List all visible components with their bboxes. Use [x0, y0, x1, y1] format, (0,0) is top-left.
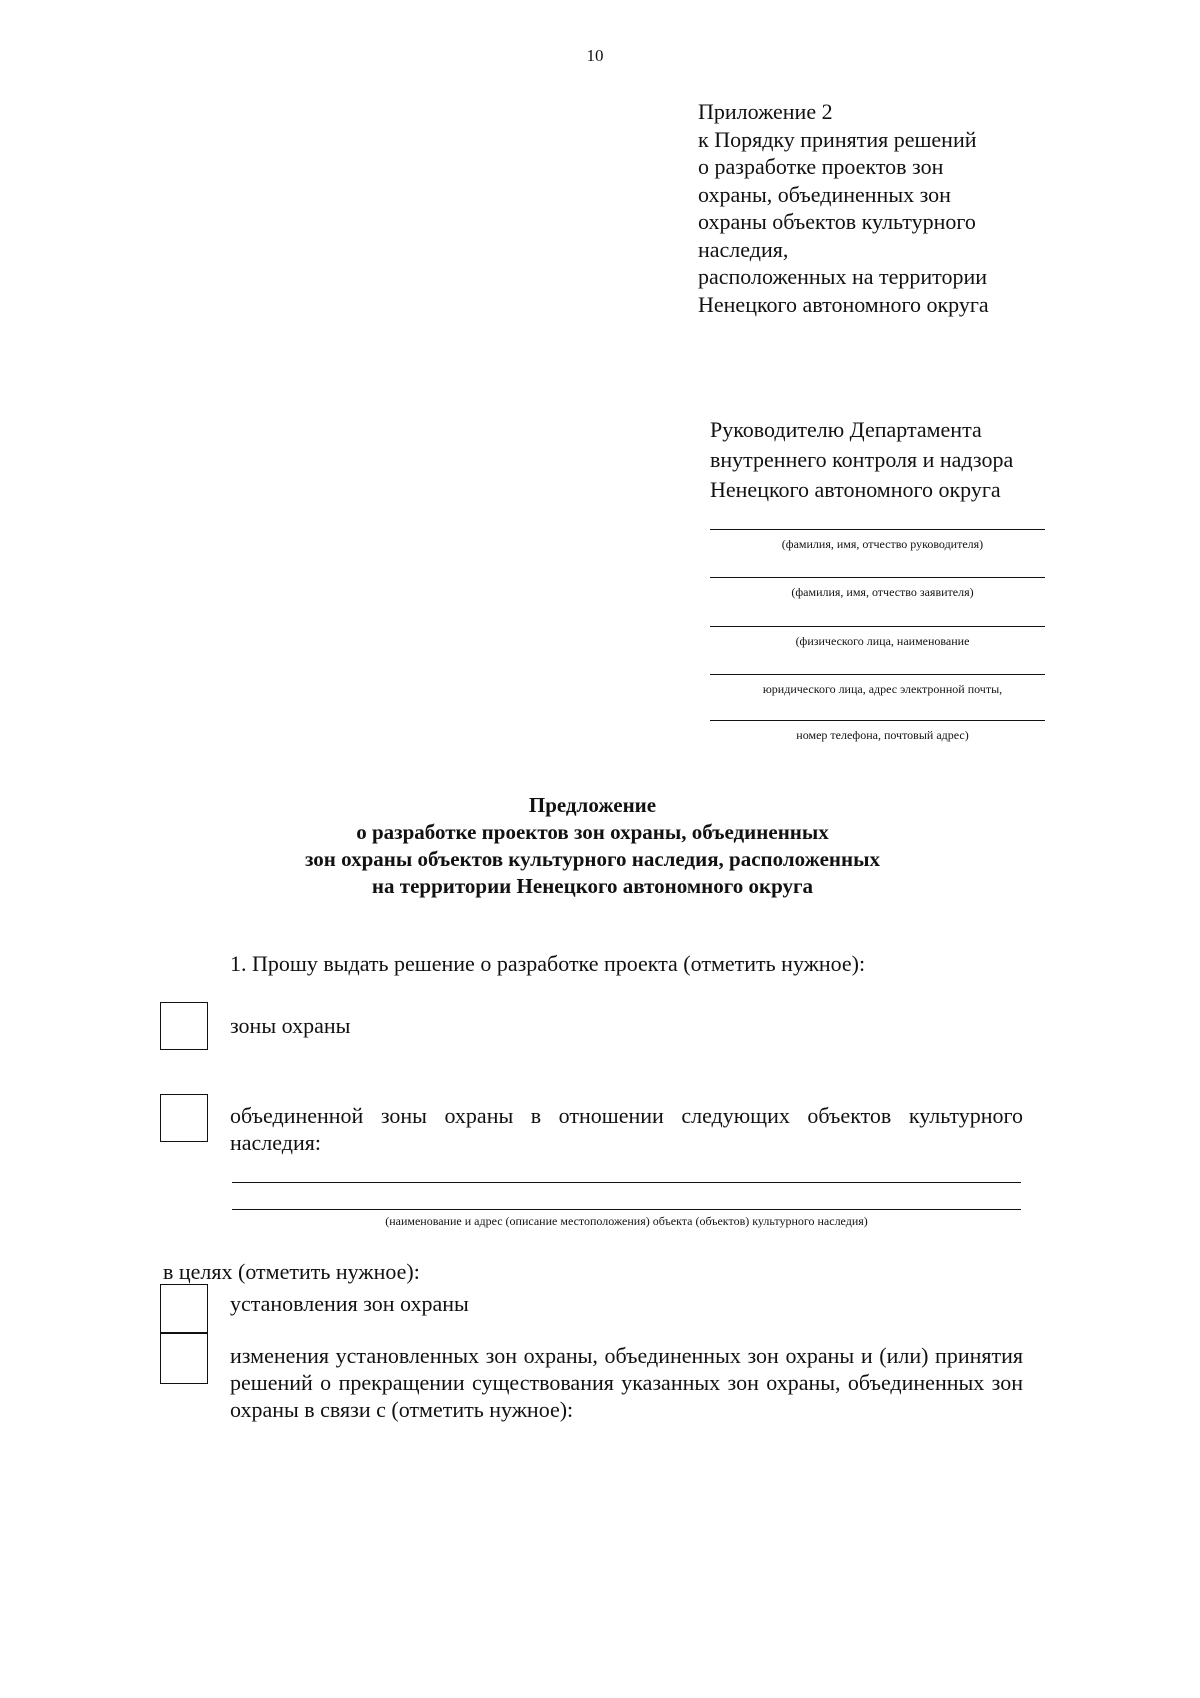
document-title [0, 792, 1185, 900]
checkbox-zone-protection[interactable] [160, 1002, 208, 1050]
appendix-header [698, 98, 989, 318]
head-name-caption: (фамилия, имя, отчество руководителя) [781, 537, 984, 551]
appendix-line: Приложение 2 [698, 99, 833, 124]
appendix-line: охраны объектов культурного [698, 209, 976, 234]
applicant-contacts-caption: юридического лица, адрес электронной почты, [762, 682, 1003, 696]
addressee-block [710, 415, 1013, 505]
addressee-line: внутреннего контроля и надзора [710, 447, 1014, 472]
applicant-contacts-field[interactable] [710, 674, 1045, 675]
appendix-line: расположенных на территории [698, 264, 988, 289]
purpose-heading: в целях (отметить нужное): [163, 1259, 420, 1284]
appendix-line: Ненецкого автономного округа [698, 291, 989, 317]
checkbox-establish-zones[interactable] [160, 1284, 208, 1333]
objects-field-line-1[interactable] [232, 1182, 1021, 1183]
option-establish-zones-label: установления зон охраны [230, 1291, 469, 1316]
applicant-details-field[interactable] [710, 626, 1045, 627]
checkbox-change-zones[interactable] [160, 1333, 208, 1384]
addressee-line: Ненецкого автономного округа [710, 477, 1001, 502]
applicant-phone-address-field[interactable] [710, 720, 1045, 721]
title-line: Предложение [528, 793, 657, 817]
objects-field-caption: (наименование и адрес (описание местоположения) объекта (объектов) культурного наследия) [385, 1214, 868, 1228]
checkbox-combined-zone[interactable] [160, 1094, 208, 1142]
option-combined-zone-label: объединенной зоны охраны в отношении следующих объектов культурного наследия: [230, 1103, 1023, 1155]
appendix-line: о разработке проектов зон [698, 154, 944, 179]
applicant-phone-address-caption: номер телефона, почтовый адрес) [796, 728, 969, 742]
page-number: 10 [586, 46, 604, 65]
appendix-line: наследия, [698, 236, 789, 262]
appendix-line: охраны, объединенных зон [698, 181, 951, 207]
applicant-name-field[interactable] [710, 577, 1045, 578]
objects-field-line-2[interactable] [232, 1209, 1021, 1210]
applicant-details-caption: (физического лица, наименование [795, 634, 970, 648]
option-change-zones-label: изменения установленных зон охраны, объединенных зон охраны и (или) принятия решений о прекращении существования указанных зон охраны, объединенных зон охраны в связи с (отметить нужное): [230, 1343, 1023, 1422]
title-line: о разработке проектов зон охраны, объединенных [356, 820, 829, 844]
addressee-line: Руководителю Департамента [710, 417, 982, 442]
request-intro: 1. Прошу выдать решение о разработке проекта (отметить нужное): [230, 951, 866, 976]
head-name-field[interactable] [710, 529, 1045, 530]
title-line: на территории Ненецкого автономного округа [371, 874, 814, 898]
applicant-name-caption: (фамилия, имя, отчество заявителя) [791, 585, 974, 599]
option-zone-protection-label: зоны охраны [230, 1013, 351, 1038]
appendix-line: к Порядку принятия решений [698, 126, 977, 152]
title-line: зон охраны объектов культурного наследия, расположенных [304, 847, 881, 871]
